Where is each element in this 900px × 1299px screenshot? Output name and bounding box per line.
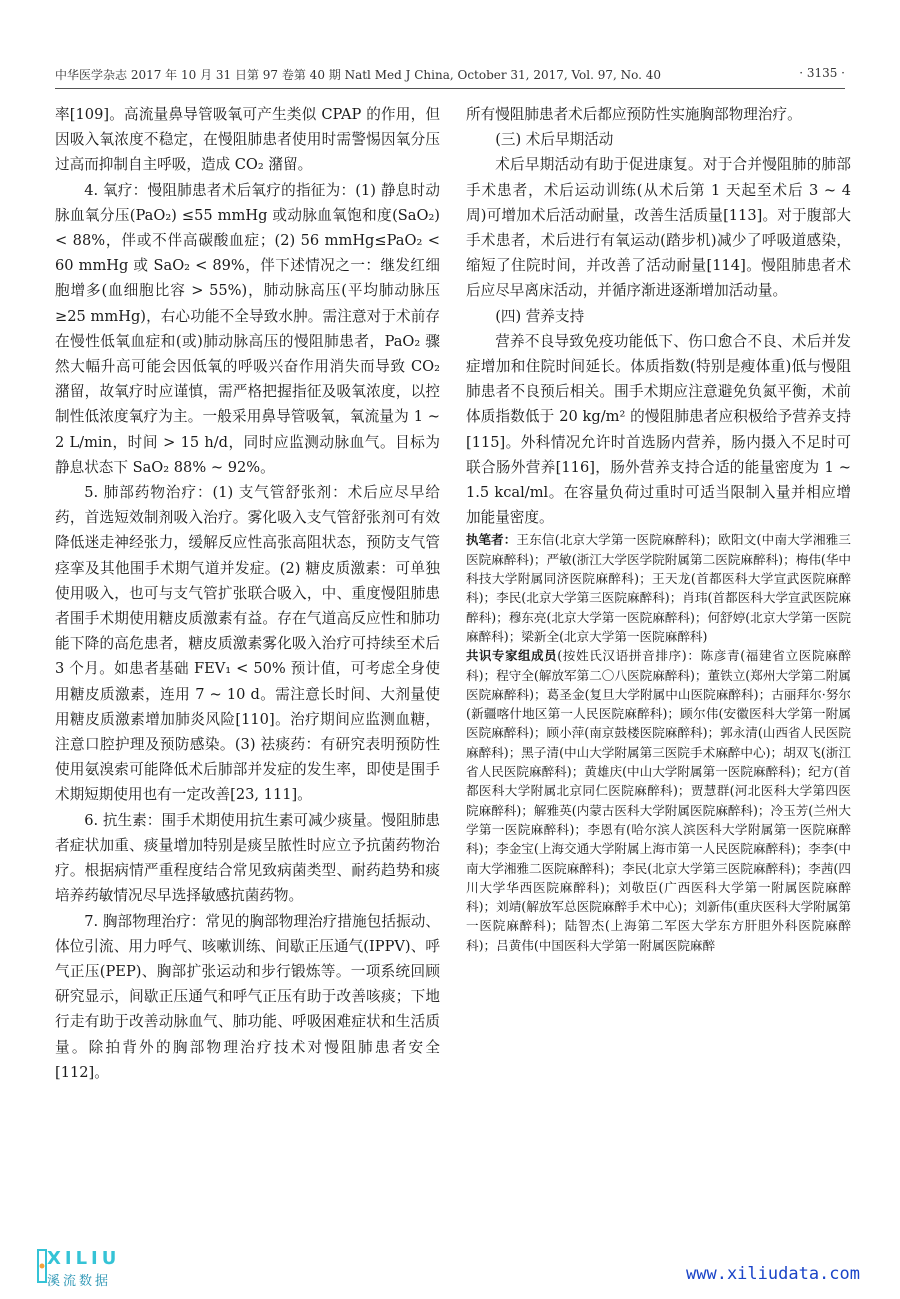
header-divider [55,88,845,89]
paragraph-physio-continued: 所有慢阻肺患者术后都应预防性实施胸部物理治疗。 [466,106,802,123]
authors-block [466,530,851,646]
running-header [55,66,845,86]
page-number: · 3135 · [799,66,845,80]
paragraph-antibiotics: 6. 抗生素：围手术期使用抗生素可减少痰量。慢阻肺患者症状加重、痰量增加特别是痰呈脓性时应立予抗菌药物治疗。根据病情严重程度结合常见致病菌类型、耐药趋势和痰培养药敏情况尽早选择敏感抗菌药物。 [55,811,440,905]
experts-label: 共识专家组成员 [466,648,558,664]
website-url: www.xiliudata.com [686,1264,860,1284]
paragraph-early-activity: 术后早期活动有助于促进康复。对于合并慢阻肺的肺部手术患者，术后运动训练(从术后第 1 天起至术后 3 ~ 4 周)可增加术后活动耐量，改善生活质量[113]。对于腹部大手术患者，术后进行有氧运动(踏步机)减少了呼吸道感染，缩短了住院时间，并改善了活动耐量[114]。慢阻肺患者术后应尽早离床活动，并循序渐进逐渐增加活动量。 [466,156,851,300]
authors-label: 执笔者： [466,532,517,548]
xiliu-logo [35,1248,155,1288]
authors-list: 王东信(北京大学第一医院麻醉科)；欧阳文(中南大学湘雅三医院麻醉科)；严敏(浙江大学医学院附属第二医院麻醉科)；梅伟(华中科技大学附属同济医院麻醉科)；王天龙(首都医科大学宣武医院麻醉科)；李民(北京大学第三医院麻醉科)；肖玮(首都医科大学宣武医院麻醉科)；穆东亮(北京大学第一医院麻醉科)；何舒婷(北京大学第一医院麻醉科)；梁新全(北京大学第一医院麻醉科) [466,532,851,644]
journal-citation: 中华医学杂志 2017 年 10 月 31 日第 97 卷第 40 期 Natl Med J China, October 31, 2017, Vol. 97, No. 40 [55,68,662,82]
paragraph-oxygen-therapy: 4. 氧疗：慢阻肺患者术后氧疗的指征为：(1) 静息时动脉血氧分压(PaO₂) ≤55 mmHg 或动脉血氧饱和度(SaO₂) < 88%，伴或不伴高碳酸血症；(2) 56 mmHg≤PaO₂ < 60 mmHg 或 SaO₂ < 89%，伴下述情况之一：继发红细胞增多(血细胞比容 > 55%)，肺动脉高压(平均肺动脉压≥25 mmHg)，右心功能不全导致水肿。需注意对于术前存在慢性低氧血症和(或)肺动脉高压的慢阻肺患者，PaO₂ 骤然大幅升高可能会因低氧的呼吸兴奋作用消失而导致 CO₂ 潴留，故氧疗时应谨慎，需严格把握指征及吸氧浓度，以控制性低浓度氧疗为主。一般采用鼻导管吸氧，氧流量为 1 ~ 2 L/min，时间 > 15 h/d，同时应监测动脉血气。目标为静息状态下 SaO₂ 88% ~ 92%。 [55,181,440,476]
paragraph-nutrition: 营养不良导致免疫功能低下、伤口愈合不良、术后并发症增加和住院时间延长。体质指数(特别是瘦体重)低与慢阻肺患者不良预后相关。围手术期应注意避免负氮平衡，术前体质指数低于 20 kg/m² 的慢阻肺患者应积极给予营养支持[115]。外科情况允许时首选肠内营养，肠内摄入不足时可联合肠外营养[116]，肠外营养支持合适的能量密度为 1 ~ 1.5 kcal/ml。在容量负荷过重时可适当限制入量并相应增加能量密度。 [466,332,851,527]
section-heading-early-activity: (三) 术后早期活动 [495,131,614,149]
logo-wordmark: XILIU [47,1248,121,1269]
paragraph-high-flow: 率[109]。高流量鼻导管吸氧可产生类似 CPAP 的作用，但因吸入氧浓度不稳定，在慢阻肺患者使用时需警惕因氧分压过高而抑制自主呼吸，造成 CO₂ 潴留。 [55,106,440,174]
right-column [466,102,851,1241]
left-column [55,102,440,1241]
paragraph-chest-physiotherapy: 7. 胸部物理治疗：常见的胸部物理治疗措施包括振动、体位引流、用力呼气、咳嗽训练、间歇正压通气(IPPV)、呼气正压(PEP)、胸部扩张运动和步行锻炼等。一项系统回顾研究显示，间歇正压通气和呼气正压有助于改善咳痰；下地行走有助于改善动脉血气、肺功能、呼吸困难症状和生活质量。除拍背外的胸部物理治疗技术对慢阻肺患者安全[112]。 [55,912,440,1081]
section-heading-nutrition: (四) 营养支持 [495,307,585,325]
experts-list: (按姓氏汉语拼音排序)：陈彦青(福建省立医院麻醉科)；程守全(解放军第二〇八医院麻醉科)；董铁立(郑州大学第二附属医院麻醉科)；葛圣金(复旦大学附属中山医院麻醉科)；古丽拜尔·努尔(新疆喀什地区第一人民医院麻醉科)；顾尔伟(安徽医科大学第一附属医院麻醉科)；顾小萍(南京鼓楼医院麻醉科)；郭永清(山西省人民医院麻醉科)；黑子清(中山大学附属第三医院手术麻醉中心)；胡双飞(浙江省人民医院麻醉科)；黄雄庆(中山大学附属第一医院麻醉科)；纪方(首都医科大学附属北京同仁医院麻醉科)；贾慧群(河北医科大学第四医院麻醉科)；解雅英(内蒙古医科大学附属医院麻醉科)；冷玉芳(兰州大学第一医院麻醉科)；李恩有(哈尔滨人滨医科大学附属第一医院麻醉科)；李金宝(上海交通大学附属上海市第一人民医院麻醉科)；李李(中南大学湘雅二医院麻醉科)；李民(北京大学第三医院麻醉科)；李茜(四川大学华西医院麻醉科)；刘敬臣(广西医科大学第一附属医院麻醉科)；刘靖(解放军总医院麻醉手术中心)；刘新伟(重庆医科大学附属第一医院麻醉科)；陆智杰(上海第二军医大学东方肝胆外科医院麻醉科)；吕黄伟(中国医科大学第一附属医院麻醉 [466,648,851,953]
paragraph-pulmonary-drugs: 5. 肺部药物治疗：(1) 支气管舒张剂：术后应尽早给药，首选短效制剂吸入治疗。雾化吸入支气管舒张剂可有效降低迷走神经张力，缓解反应性高张高阻状态，预防支气管痉挛及其他围手术期气道并发症。(2) 糖皮质激素：可单独使用吸入，也可与支气管扩张联合吸入，中、重度慢阻肺患者围手术期使用糖皮质激素有益。存在气道高反应性和肺功能下降的高危患者，糖皮质激素雾化吸入治疗可持续至术后 3 个月。如患者基础 FEV₁ < 50% 预计值，可考虑全身使用糖皮质激素，连用 7 ~ 10 d。需注意长时间、大剂量使用糖皮质激素增加肺炎风险[110]。治疗期间应监测血糖，注意口腔护理及预防感染。(3) 祛痰药：有研究表明预防性使用氨溴索可能降低术后肺部并发症的发生率，即使是围手术期短期使用也有一定改善[23, 111]。 [55,484,440,804]
experts-block [466,646,851,955]
logo-subtitle: 溪流数据 [47,1274,112,1289]
